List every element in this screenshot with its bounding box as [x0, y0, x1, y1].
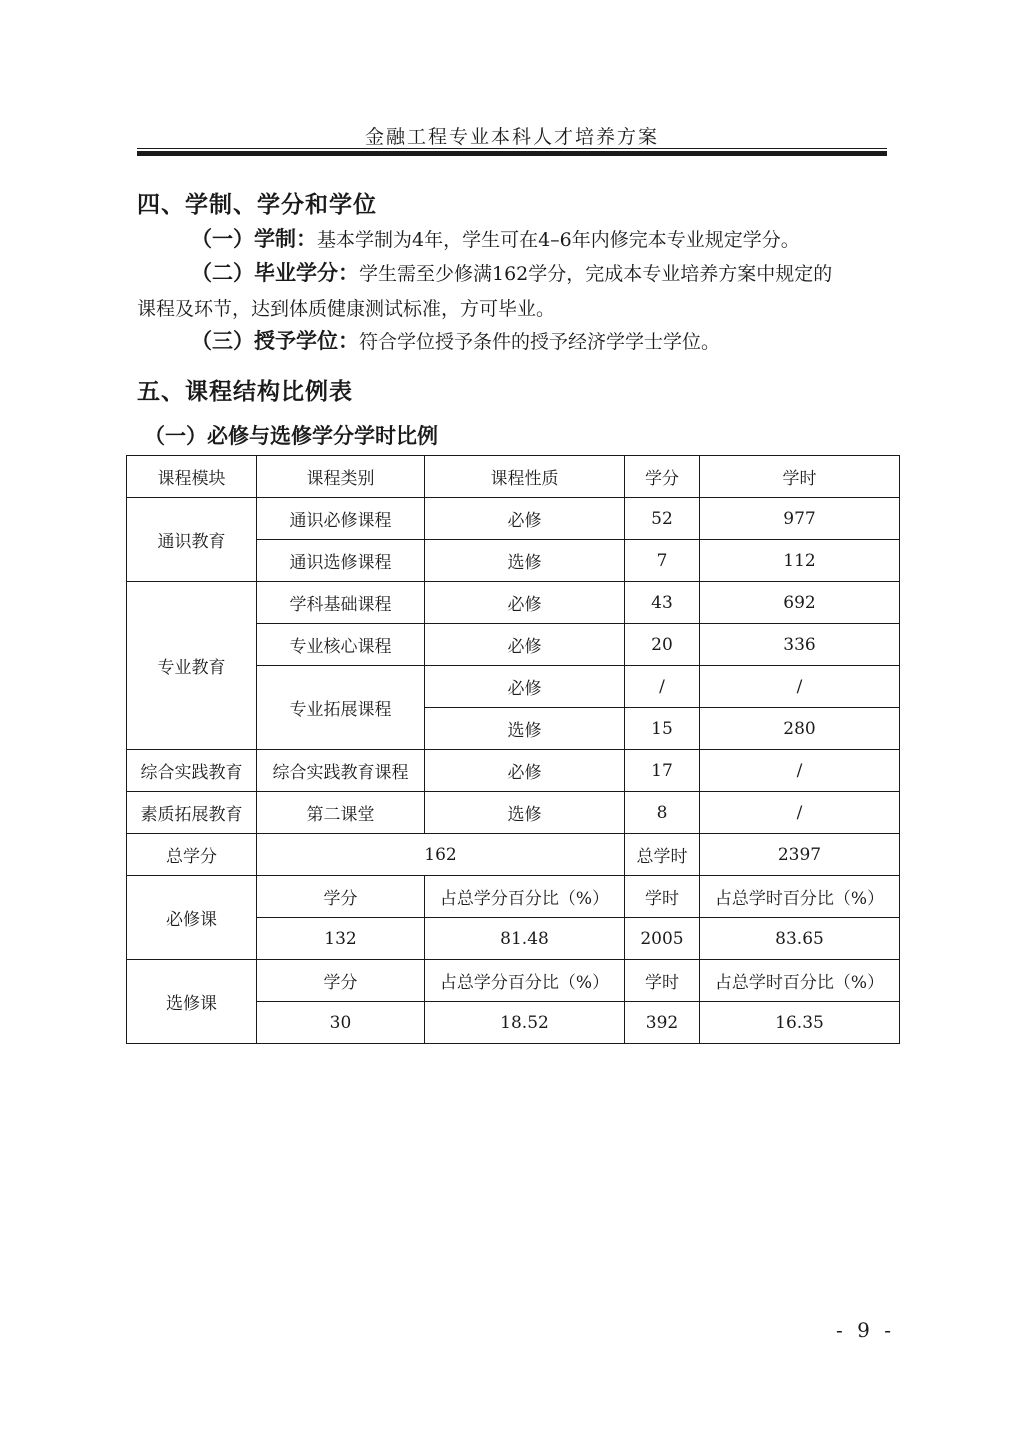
nature-cell: 选修	[425, 540, 625, 582]
hours-cell: 2005	[625, 918, 700, 960]
hour-pct-cell: 16.35	[700, 1002, 900, 1044]
subheader-cell: 占总学时百分比（%）	[700, 960, 900, 1002]
credits-cell: 30	[257, 1002, 425, 1044]
category-cell: 第二课堂	[257, 792, 425, 834]
header-cell: 课程类别	[257, 456, 425, 498]
hours-cell: 112	[700, 540, 900, 582]
credits-cell: 20	[625, 624, 700, 666]
credits-cell: 17	[625, 750, 700, 792]
elective-header-row	[127, 960, 900, 1002]
hours-cell: 692	[700, 582, 900, 624]
running-header: 金融工程专业本科人才培养方案	[364, 126, 659, 148]
nature-cell: 选修	[425, 708, 625, 750]
header-cell: 学时	[700, 456, 900, 498]
module-cell: 综合实践教育	[127, 750, 257, 792]
item-credits-text-1: 学生需至少修满162学分，完成本专业培养方案中规定的	[359, 263, 833, 285]
nature-cell: 必修	[425, 666, 625, 708]
credits-cell: 132	[257, 918, 425, 960]
credits-cell: 7	[625, 540, 700, 582]
table-row	[127, 750, 900, 792]
header-cell: 课程模块	[127, 456, 257, 498]
subheader-cell: 占总学分百分比（%）	[425, 876, 625, 918]
hours-cell: 977	[700, 498, 900, 540]
item-credits-text-2: 课程及环节，达到体质健康测试标准，方可毕业。	[137, 298, 556, 320]
item-duration-lead: （一）学制：	[191, 227, 317, 251]
category-cell: 专业核心课程	[257, 624, 425, 666]
hours-cell: 336	[700, 624, 900, 666]
elective-label: 选修课	[127, 960, 257, 1044]
total-hours-label: 总学时	[625, 834, 700, 876]
hours-cell: 392	[625, 1002, 700, 1044]
header-rule-thick	[137, 151, 887, 156]
header-cell: 学分	[625, 456, 700, 498]
required-header-row	[127, 876, 900, 918]
header-rule-thin	[137, 148, 887, 149]
module-cell: 通识教育	[127, 498, 257, 582]
hours-cell: 280	[700, 708, 900, 750]
hours-cell: /	[700, 792, 900, 834]
credits-cell: /	[625, 666, 700, 708]
item-degree	[137, 324, 941, 360]
nature-cell: 必修	[425, 498, 625, 540]
hours-cell: /	[700, 666, 900, 708]
nature-cell: 选修	[425, 792, 625, 834]
table-row	[127, 792, 900, 834]
required-label: 必修课	[127, 876, 257, 960]
credits-cell: 43	[625, 582, 700, 624]
credit-pct-cell: 18.52	[425, 1002, 625, 1044]
subheader-cell: 学时	[625, 960, 700, 1002]
section-5-heading: 五、课程结构比例表	[137, 379, 353, 405]
category-cell: 通识必修课程	[257, 498, 425, 540]
hour-pct-cell: 83.65	[700, 918, 900, 960]
category-cell: 学科基础课程	[257, 582, 425, 624]
credits-cell: 52	[625, 498, 700, 540]
nature-cell: 必修	[425, 582, 625, 624]
category-cell: 通识选修课程	[257, 540, 425, 582]
category-cell: 专业拓展课程	[257, 666, 425, 750]
item-duration-text: 基本学制为4年，学生可在4–6年内修完本专业规定学分。	[317, 229, 800, 251]
credit-pct-cell: 81.48	[425, 918, 625, 960]
nature-cell: 必修	[425, 624, 625, 666]
section-4-heading: 四、学制、学分和学位	[137, 192, 377, 218]
total-credits-label: 总学分	[127, 834, 257, 876]
totals-row	[127, 834, 900, 876]
module-cell: 素质拓展教育	[127, 792, 257, 834]
header-cell: 课程性质	[425, 456, 625, 498]
credits-cell: 15	[625, 708, 700, 750]
total-credits-value: 162	[257, 834, 625, 876]
module-cell: 专业教育	[127, 582, 257, 750]
credits-cell: 8	[625, 792, 700, 834]
section-5-subheading: （一）必修与选修学分学时比例	[144, 424, 438, 448]
item-credits	[137, 256, 887, 327]
subheader-cell: 学时	[625, 876, 700, 918]
item-degree-text: 符合学位授予条件的授予经济学学士学位。	[359, 331, 721, 353]
table-row	[127, 498, 900, 540]
item-duration	[137, 222, 941, 258]
subheader-cell: 占总学时百分比（%）	[700, 876, 900, 918]
nature-cell: 必修	[425, 750, 625, 792]
subheader-cell: 学分	[257, 876, 425, 918]
item-credits-lead: （二）毕业学分：	[191, 261, 359, 285]
category-cell: 综合实践教育课程	[257, 750, 425, 792]
credit-ratio-table	[126, 455, 900, 1044]
total-hours-value: 2397	[700, 834, 900, 876]
page-number: - 9 -	[836, 1318, 895, 1342]
subheader-cell: 学分	[257, 960, 425, 1002]
subheader-cell: 占总学分百分比（%）	[425, 960, 625, 1002]
hours-cell: /	[700, 750, 900, 792]
table-header-row	[127, 456, 900, 498]
item-degree-lead: （三）授予学位：	[191, 329, 359, 353]
table-row	[127, 582, 900, 624]
